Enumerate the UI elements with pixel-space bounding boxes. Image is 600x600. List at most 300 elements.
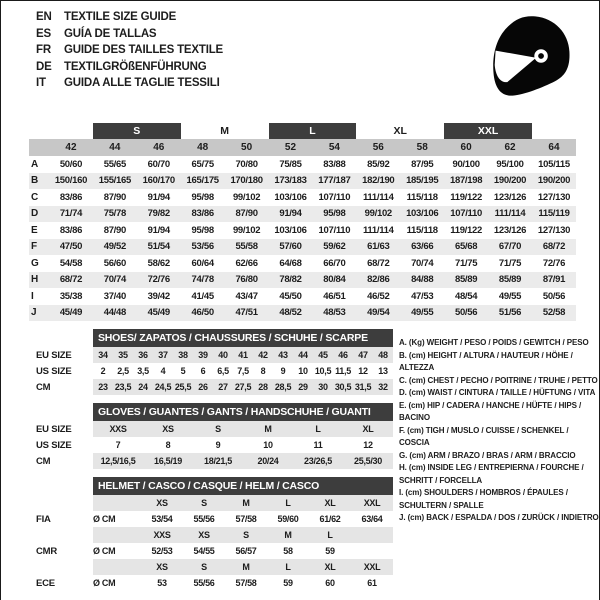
measure-cell: 47/53 [411,290,434,302]
value-cell: XS [156,498,168,508]
measure-row-c [29,189,576,206]
size-group-row [29,123,576,139]
measure-cell: 79/82 [137,206,181,223]
measure-cell: 66/70 [323,257,346,269]
gloves-table-title: GLOVES / GUANTES / GANTS / HANDSCHUHE / GUANTI [93,403,393,421]
measure-cell: 46/50 [181,305,225,322]
measure-row-a [29,156,576,173]
measure-cell: 52/58 [532,305,576,322]
value-cell: 30 [318,382,328,392]
value-cell [93,559,141,575]
measure-cell: 155/165 [93,173,137,190]
measure-cell: 48/54 [454,290,478,302]
measure-cell: 49/52 [93,239,137,256]
measure-cell: 95/98 [191,191,214,203]
language-row [36,9,223,26]
measure-cell: 127/130 [537,191,571,203]
value-cell: 10 [298,366,308,376]
table-row [1,559,393,575]
measure-cell: 65/68 [444,239,488,256]
measure-row-b [29,173,576,190]
row-label [1,559,93,575]
value-cell: 58 [283,546,293,556]
size-group-xl: XL [393,125,407,137]
measure-cell: 45/50 [279,290,302,302]
value-cell: 12 [358,366,368,376]
value-cell: 48 [378,350,388,360]
measure-cell: 111/114 [362,191,394,203]
value-cell: 6,5 [217,366,229,376]
value-cell [93,527,141,543]
value-cell: M [284,530,292,540]
measure-cell: 119/122 [450,191,482,203]
measure-cell: 87/90 [103,224,126,236]
value-cell: 57/58 [235,578,257,588]
value-cell: 63/64 [361,514,383,524]
size-group-m: M [220,125,229,137]
textile-size-table [29,123,576,321]
legend-item: H. (cm) INSIDE LEG / ENTREPIERNA / FOURCHE / SCHRITT / FORCELLA [399,463,584,485]
row-label: CMR [36,545,58,557]
measure-cell: 119/122 [450,224,482,236]
row-cells [93,527,393,543]
measure-cell: 185/195 [400,173,444,190]
measure-cell: 45/49 [137,305,181,322]
measure-cell: 87/91 [532,272,576,289]
legend-item: I. (cm) SHOULDERS / HOMBROS / ÉPAULES / SCHULTERN / SPALLE [399,488,568,510]
measure-cell: 49/54 [356,305,400,322]
value-cell: 55/56 [193,514,215,524]
legend-item: D. (cm) WAIST / CINTURA / TAILLE / HÜFTUNG / VITA [399,388,596,397]
measure-cell: 49/55 [498,290,522,302]
value-cell: 44 [298,350,308,360]
measure-cell: 60/70 [147,158,170,170]
helmet-icon [483,5,573,107]
measure-cell: 99/102 [356,206,400,223]
value-cell: XS [198,530,210,540]
row-label: FIA [36,513,51,525]
measure-cell: 115/118 [406,191,438,203]
row-cells [93,559,393,575]
measure-cell: 70/74 [411,257,434,269]
measure-cell: 87/90 [225,206,269,223]
measure-cell: 165/175 [181,173,225,190]
language-title: TEXTILGRÖßENFÜHRUNG [64,60,207,73]
measure-row-h [29,272,576,289]
value-cell: 18/21,5 [204,456,232,466]
value-cell: L [285,562,291,572]
size-number-cell: 60 [444,139,488,156]
value-cell: 2 [100,366,106,376]
measure-cell: 91/94 [147,224,170,236]
spacer [29,139,49,156]
value-cell: 8 [260,366,266,376]
textile-table-grid [29,123,576,321]
row-label: EU SIZE [36,349,72,361]
measure-cell: 107/110 [444,206,488,223]
value-cell: 27,5 [234,382,252,392]
table-row [1,453,393,469]
measure-cell: 44/48 [93,305,137,322]
measure-cell: 43/47 [235,290,258,302]
gloves-header-row [1,403,393,421]
helmet-table [1,477,393,591]
language-code: ES [36,27,51,40]
size-number-cell: 50 [225,139,269,156]
value-cell: 8 [165,440,171,450]
measure-cell: 58/62 [147,257,170,269]
row-label: EU SIZE [36,423,72,435]
measure-cell: 53/56 [181,239,225,256]
row-label: US SIZE [36,439,72,451]
measure-cell: 83/86 [59,191,83,203]
spacer [1,329,93,347]
value-cell: 59 [325,546,335,556]
size-group-empty [49,123,93,139]
value-cell: XL [324,498,336,508]
measure-cell: 182/190 [356,173,400,190]
measure-cell: 55/65 [103,158,126,170]
measurement-legend [399,337,599,525]
value-cell: M [264,424,272,434]
value-cell: 13 [378,366,388,376]
row-label [1,495,93,511]
row-cells [93,453,393,469]
row-label: A [31,158,38,170]
measure-cell: 50/56 [444,305,488,322]
value-cell: S [201,562,207,572]
value-cell: 57/58 [235,514,257,524]
measure-cell: 91/94 [147,191,170,203]
value-cell [93,495,141,511]
value-cell: 2,5 [117,366,129,376]
value-cell: 37 [158,350,168,360]
row-cells [93,543,393,559]
measure-cell: 60/64 [191,257,214,269]
value-cell: 61/62 [319,514,341,524]
legend-item: B. (cm) HEIGHT / ALTURA / HAUTEUR / HÖHE / ALTEZZA [399,350,573,372]
measure-cell: 74/78 [181,272,225,289]
value-cell: 31,5 [354,382,372,392]
value-cell: 25,5 [174,382,192,392]
value-cell: 59/60 [277,514,299,524]
table-row [1,363,393,379]
value-cell: L [327,530,333,540]
row-cells [93,575,393,591]
value-cell: 12 [363,440,373,450]
value-cell: 11,5 [335,366,351,376]
row-label: CM [36,455,51,467]
measure-cell: 105/115 [538,158,570,170]
measure-cell: 187/198 [444,173,488,190]
row-label: CM [36,381,51,393]
shoes-table [1,329,393,395]
value-cell: 54/55 [193,546,215,556]
measure-cell: 87/90 [103,191,126,203]
language-row [36,59,223,76]
measure-cell: 51/54 [137,239,181,256]
value-cell: 9 [280,366,286,376]
measure-cell: 107/110 [318,191,351,203]
shoes-header-row [1,329,393,347]
table-row [1,437,393,453]
value-cell: 27 [218,382,228,392]
value-cell: 25,5/30 [354,456,382,466]
legend-item: F. (cm) TIGH / MUSLO / CUISSE / SCHENKEL / COSCIA [399,425,569,447]
row-label: G [31,257,39,269]
measure-cell: 177/187 [312,173,356,190]
measure-cell: 68/72 [532,239,576,256]
measure-cell: 99/102 [232,191,261,203]
measure-cell: 55/58 [225,239,269,256]
language-code: DE [36,60,52,73]
table-row [1,495,393,511]
measure-cell: 46/52 [367,290,390,302]
value-cell: 26 [198,382,208,392]
measure-cell: 87/95 [411,158,434,170]
row-label: B [29,173,49,190]
value-cell: XS [162,424,174,434]
value-cell: 32 [378,382,388,392]
size-number-cell: 58 [400,139,444,156]
size-group-empty [532,123,576,139]
measure-cell: 115/118 [406,224,438,236]
value-cell: 24 [138,382,148,392]
value-cell: 42 [258,350,268,360]
value-cell: 40 [218,350,228,360]
measure-cell: 72/76 [137,272,181,289]
legend-item: C. (cm) CHEST / PECHO / POITRINE / TRUHE / PETTO [399,375,598,385]
value-cell: S [243,530,249,540]
value-cell: 20/24 [257,456,279,466]
measure-cell: 71/74 [49,206,93,223]
measure-cell: 47/50 [49,239,93,256]
value-cell: 36 [138,350,148,360]
measure-cell: 56/60 [103,257,126,269]
legend-item: E. (cm) HIP / CADERA / HANCHE / HÜFTE / HIPS / BACINO [399,400,582,422]
language-row [36,75,223,92]
value-cell: 52/53 [151,546,173,556]
shoes-table-title: SHOES/ ZAPATOS / CHAUSSURES / SCHUHE / SCARPE [93,329,393,347]
row-cells [93,347,393,363]
row-cells [93,379,393,395]
value-cell: XL [362,424,374,434]
measure-cell: 85/89 [444,272,488,289]
measure-cell: 65/75 [191,158,214,170]
language-code: FR [36,44,51,57]
value-cell: 60 [325,578,335,588]
measure-cell: 59/62 [312,239,356,256]
value-cell: 23/26,5 [304,456,332,466]
measure-cell: 47/51 [225,305,269,322]
measure-cell: 80/84 [312,272,356,289]
value-cell: 10,5 [314,366,332,376]
measure-cell: 83/86 [181,206,225,223]
measure-cell: 67/70 [488,239,532,256]
table-row [1,527,393,543]
measure-cell: 68/72 [49,272,93,289]
measure-cell: 39/42 [147,290,170,302]
row-cells [93,363,393,379]
value-cell: 61 [367,578,377,588]
legend-item: J. (cm) BACK / ESPALDA / DOS / ZURÜCK / INDIETRO [399,513,599,522]
measure-row-f [29,239,576,256]
measure-cell: 160/170 [137,173,181,190]
measure-cell: 68/72 [367,257,390,269]
value-cell: 41 [238,350,248,360]
language-title: TEXTILE SIZE GUIDE [64,11,177,24]
measure-row-g [29,255,576,272]
size-number-cell: 56 [356,139,400,156]
row-label: F [29,239,49,256]
gloves-table [1,403,393,469]
measure-cell: 91/94 [269,206,313,223]
measure-cell: 76/80 [225,272,269,289]
measure-cell: 72/76 [542,257,566,269]
row-label [1,527,93,543]
value-cell [351,543,393,559]
value-cell: L [285,498,291,508]
spacer [29,123,49,139]
measure-cell: 35/38 [59,290,83,302]
size-number-cell: 54 [312,139,356,156]
measure-cell: 71/75 [498,257,522,269]
value-cell: 6 [200,366,206,376]
measure-cell: 170/180 [225,173,269,190]
legend-item: G. (cm) ARM / BRAZO / BRAS / ARM / BRACCIO [399,450,576,460]
measure-row-d [29,206,576,223]
row-label: J [29,305,49,322]
row-label: H [29,272,49,289]
value-cell: 34 [98,350,108,360]
row-label: C [31,191,38,203]
measure-cell: 95/98 [312,206,356,223]
measure-cell: 107/110 [318,224,351,236]
size-group-xxl: XXL [444,123,532,139]
measure-cell: 62/66 [235,257,258,269]
value-cell: 7,5 [237,366,249,376]
measure-cell: 173/183 [269,173,313,190]
size-group-s: S [93,123,181,139]
value-cell: 45 [318,350,328,360]
value-cell: S [201,498,207,508]
measure-row-e [29,222,576,239]
measure-cell: 54/58 [59,257,83,269]
size-number-cell: 62 [488,139,532,156]
value-cell: 56/57 [235,546,257,556]
value-cell: 28,5 [274,382,292,392]
measure-cell: 95/100 [496,158,524,170]
spacer [1,477,93,495]
measure-cell: 85/89 [488,272,532,289]
measure-cell: 99/102 [232,224,261,236]
value-cell: 29 [298,382,308,392]
measure-cell: 37/40 [103,290,126,302]
bottom-tables [1,329,393,599]
language-row [36,42,223,59]
language-title: GUIDA ALLE TAGLIE TESSILI [64,77,220,90]
value-cell [351,527,393,543]
size-group-l: L [269,123,357,139]
measure-cell: 150/160 [49,173,93,190]
value-cell: Ø CM [93,546,116,556]
measure-cell: 48/53 [312,305,356,322]
measure-cell: 127/130 [537,224,571,236]
measure-cell: 48/52 [269,305,313,322]
measure-cell: 70/74 [93,272,137,289]
size-number-cell: 44 [93,139,137,156]
measure-cell: 82/86 [356,272,400,289]
measure-cell: 50/56 [542,290,566,302]
spacer [1,403,93,421]
value-cell: Ø CM [93,578,116,588]
value-cell: XXS [109,424,127,434]
language-code: IT [36,77,46,90]
size-number-cell: 52 [269,139,313,156]
measure-cell: 111/114 [488,206,532,223]
language-code: EN [36,11,52,24]
language-list [36,9,223,92]
value-cell: 7 [115,440,121,450]
measure-cell: 190/200 [488,173,532,190]
value-cell: 53/54 [151,514,173,524]
measure-cell: 95/98 [191,224,214,236]
value-cell: 16,5/19 [154,456,182,466]
measure-cell: 75/78 [93,206,137,223]
table-row [1,575,393,591]
measure-cell: 57/60 [269,239,313,256]
size-number-cell: 48 [181,139,225,156]
measure-cell: 103/106 [274,224,307,236]
measure-cell: 51/56 [488,305,532,322]
size-number-cell: 42 [49,139,93,156]
value-cell: XXS [153,530,171,540]
value-cell: 30,5 [334,382,352,392]
value-cell: M [242,562,250,572]
size-number-cell: 64 [532,139,576,156]
table-row [1,421,393,437]
value-cell: 47 [358,350,368,360]
value-cell: 55/56 [193,578,215,588]
measure-cell: 190/200 [532,173,576,190]
value-cell: 59 [283,578,293,588]
helmet-header-row [1,477,393,495]
measure-cell: 111/114 [362,224,394,236]
value-cell: 4 [160,366,166,376]
size-number-row [29,139,576,156]
measure-cell: 83/86 [59,224,83,236]
measure-row-j [29,305,576,322]
measure-row-i [29,288,576,305]
value-cell: XL [324,562,336,572]
measure-cell: 50/60 [59,158,83,170]
value-cell: 24,5 [154,382,172,392]
value-cell: 9 [215,440,221,450]
measure-cell: 49/55 [400,305,444,322]
value-cell: L [315,424,321,434]
row-label: E [31,224,38,236]
measure-cell: 41/45 [191,290,214,302]
table-row [1,347,393,363]
table-row [1,379,393,395]
row-cells [93,511,393,527]
value-cell: 35 [118,350,128,360]
language-title: GUÍA DE TALLAS [64,27,157,40]
measure-cell: 90/100 [452,158,480,170]
measure-cell: 115/119 [532,206,576,223]
measure-cell: 45/49 [49,305,93,322]
size-number-cell: 46 [137,139,181,156]
